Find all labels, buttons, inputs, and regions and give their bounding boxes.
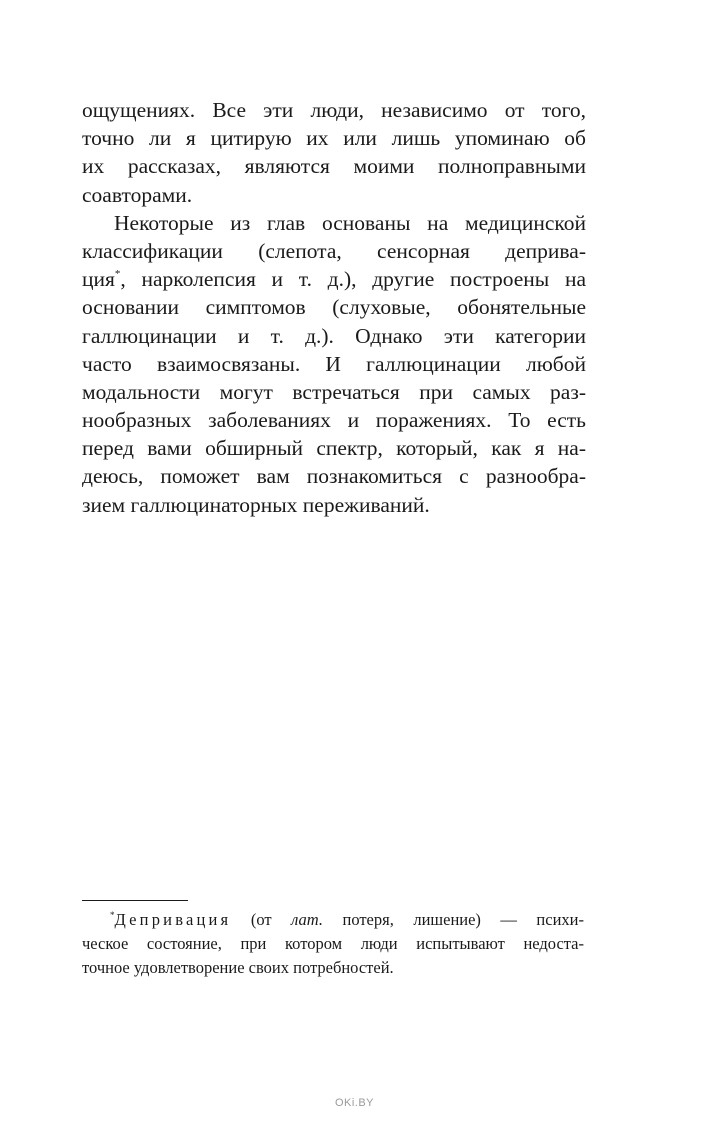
footnote	[82, 908, 584, 980]
footnote-line: точное удовлетворение своих потребностей.	[82, 958, 394, 977]
main-text	[82, 96, 586, 519]
text-line: часто взаимосвязаны. И галлюцинации любой	[82, 351, 586, 376]
footnote-marker: *	[110, 910, 115, 920]
text-line: классификации (слепота, сенсорная деприва-	[82, 238, 586, 263]
text-line: точно ли я цитирую их или лишь упоминаю об	[82, 126, 586, 151]
text-fragment: (от	[231, 910, 292, 929]
footnote-line: ческое состояние, при котором люди испытывают недоста-	[82, 934, 584, 953]
text-line: нообразных заболеваниях и поражениях. То есть	[82, 408, 586, 433]
text-line: их рассказах, являются моими полноправными	[82, 154, 586, 179]
footnote-separator	[82, 900, 188, 901]
text-line: перед вами обширный спектр, который, как я на-	[82, 436, 586, 461]
footnote-reference: *	[114, 268, 121, 281]
text-line: зием галлюцинаторных переживаний.	[82, 492, 430, 517]
text-fragment: ция	[82, 267, 115, 292]
text-line: галлюцинации и т. д.). Однако эти категории	[82, 323, 586, 348]
text-line-with-footnote	[82, 265, 586, 293]
footnote-line	[82, 908, 584, 932]
text-line: основании симптомов (слуховые, обонятельные	[82, 295, 586, 320]
footnote-term: Депривация	[114, 910, 232, 929]
text-line: соавторами.	[82, 182, 193, 207]
site-watermark: OKi.BY	[334, 1097, 375, 1109]
text-line: ощущениях. Все эти люди, независимо от того,	[82, 98, 586, 122]
text-line: модальности могут встречаться при самых раз-	[82, 379, 586, 404]
text-line: деюсь, поможет вам познакомиться с разнообра-	[82, 464, 586, 489]
text-line: Некоторые из глав основаны на медицинской	[114, 210, 586, 235]
text-fragment: , нарколепсия и т. д.), другие построены на	[120, 267, 586, 292]
text-fragment: потеря, лишение) — психи-	[322, 910, 584, 929]
footnote-italic-abbrev: лат.	[291, 910, 323, 929]
